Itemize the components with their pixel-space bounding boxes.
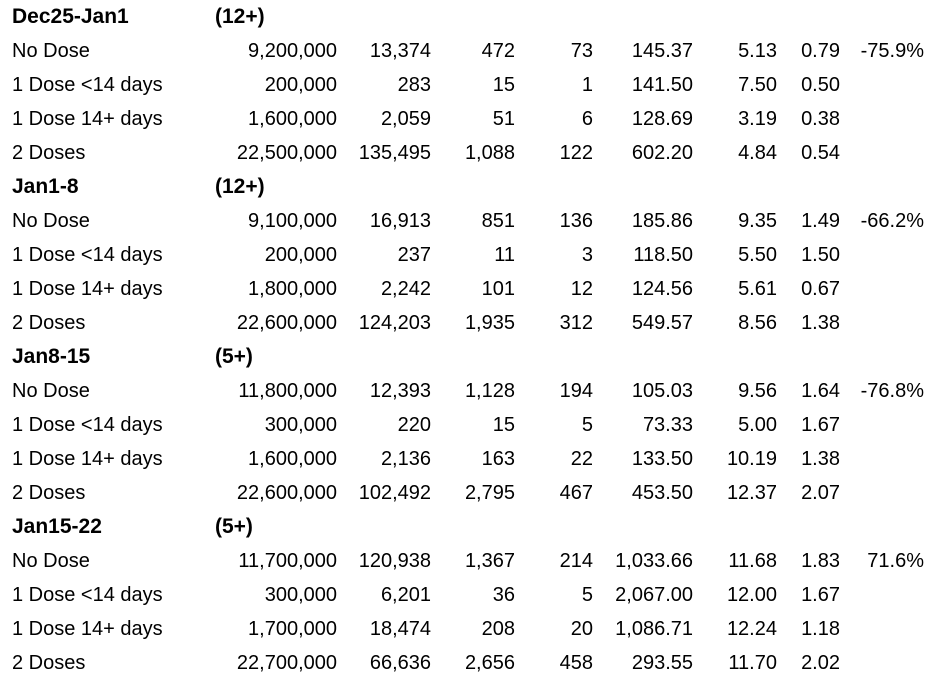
icu-cell: 20	[570, 618, 593, 640]
dose-status-label: 1 Dose 14+ days	[12, 618, 163, 640]
icu-cell: 467	[559, 482, 593, 504]
table-row	[0, 136, 951, 170]
hospitalized-cell: 36	[492, 584, 515, 606]
hospitalized-cell: 208	[481, 618, 515, 640]
cases-cell: 2,059	[380, 108, 431, 130]
cases-cell: 16,913	[369, 210, 431, 232]
cases-cell: 13,374	[369, 40, 431, 62]
effectiveness-cell: 71.6%	[867, 550, 924, 572]
hosp-rate-cell: 5.00	[738, 414, 777, 436]
case-rate-cell: 124.56	[631, 278, 693, 300]
icu-rate-cell: 1.50	[801, 244, 840, 266]
hosp-rate-cell: 11.68	[728, 550, 777, 572]
hospitalized-cell: 2,656	[464, 652, 515, 674]
dose-status-label: No Dose	[12, 380, 90, 402]
dose-status-label: 2 Doses	[12, 652, 86, 674]
table-row	[0, 578, 951, 612]
icu-cell: 5	[581, 584, 593, 606]
section-header	[0, 340, 951, 374]
dose-status-label: 2 Doses	[12, 482, 86, 504]
population-cell: 200,000	[264, 244, 337, 266]
hosp-rate-cell: 12.24	[726, 618, 777, 640]
hospitalized-cell: 101	[481, 278, 515, 300]
case-rate-cell: 293.55	[631, 652, 693, 674]
icu-cell: 3	[581, 244, 593, 266]
age-group-label: (5+)	[215, 345, 253, 368]
age-group-label: (12+)	[215, 5, 265, 28]
dose-status-label: 1 Dose <14 days	[12, 244, 163, 266]
icu-rate-cell: 0.54	[801, 142, 840, 164]
age-group-label: (12+)	[215, 175, 265, 198]
dose-status-label: 1 Dose <14 days	[12, 414, 163, 436]
dose-status-label: 1 Dose 14+ days	[12, 108, 163, 130]
cases-cell: 6,201	[380, 584, 431, 606]
cases-cell: 2,136	[380, 448, 431, 470]
hosp-rate-cell: 5.61	[738, 278, 777, 300]
population-cell: 11,800,000	[238, 380, 337, 402]
icu-cell: 1	[581, 74, 593, 96]
hospitalized-cell: 1,128	[464, 380, 515, 402]
table-row	[0, 646, 951, 680]
period-label: Dec25-Jan1	[12, 5, 129, 28]
population-cell: 11,700,000	[238, 550, 337, 572]
case-rate-cell: 602.20	[631, 142, 693, 164]
case-rate-cell: 1,033.66	[615, 550, 693, 572]
hospitalized-cell: 15	[492, 74, 515, 96]
table-row	[0, 374, 951, 408]
icu-cell: 5	[581, 414, 593, 436]
table-row	[0, 408, 951, 442]
hosp-rate-cell: 12.00	[726, 584, 777, 606]
case-rate-cell: 118.50	[633, 244, 693, 266]
hosp-rate-cell: 12.37	[726, 482, 777, 504]
population-cell: 22,600,000	[236, 312, 337, 334]
population-cell: 22,600,000	[236, 482, 337, 504]
icu-rate-cell: 1.64	[801, 380, 840, 402]
cases-cell: 120,938	[358, 550, 431, 572]
population-cell: 1,600,000	[248, 108, 337, 130]
dose-status-label: 1 Dose <14 days	[12, 74, 163, 96]
hosp-rate-cell: 9.35	[738, 210, 777, 232]
cases-cell: 12,393	[369, 380, 431, 402]
icu-rate-cell: 1.18	[801, 618, 840, 640]
population-cell: 300,000	[264, 414, 337, 436]
case-rate-cell: 2,067.00	[615, 584, 693, 606]
icu-rate-cell: 0.38	[801, 108, 840, 130]
icu-rate-cell: 2.02	[801, 652, 840, 674]
effectiveness-cell: -76.8%	[860, 380, 924, 402]
age-group-label: (5+)	[215, 515, 253, 538]
hosp-rate-cell: 5.13	[738, 40, 777, 62]
table-row	[0, 272, 951, 306]
dose-status-label: No Dose	[12, 40, 90, 62]
table-row	[0, 34, 951, 68]
icu-rate-cell: 1.38	[801, 312, 840, 334]
table-row	[0, 442, 951, 476]
table-row	[0, 612, 951, 646]
icu-cell: 194	[559, 380, 593, 402]
dose-status-label: No Dose	[12, 550, 90, 572]
icu-cell: 12	[570, 278, 593, 300]
dose-status-label: 1 Dose 14+ days	[12, 278, 163, 300]
cases-cell: 135,495	[358, 142, 431, 164]
hosp-rate-cell: 4.84	[738, 142, 777, 164]
hospitalized-cell: 1,088	[464, 142, 515, 164]
section-header	[0, 0, 951, 34]
hospitalized-cell: 1,935	[464, 312, 515, 334]
table-row	[0, 102, 951, 136]
hosp-rate-cell: 10.19	[726, 448, 777, 470]
cases-cell: 102,492	[358, 482, 431, 504]
population-cell: 9,100,000	[248, 210, 337, 232]
cases-cell: 18,474	[369, 618, 431, 640]
population-cell: 22,500,000	[236, 142, 337, 164]
table-row	[0, 204, 951, 238]
icu-rate-cell: 1.38	[801, 448, 840, 470]
icu-rate-cell: 1.67	[801, 584, 840, 606]
period-label: Jan8-15	[12, 345, 91, 368]
cases-cell: 66,636	[369, 652, 431, 674]
dose-status-label: 1 Dose 14+ days	[12, 448, 163, 470]
section-header	[0, 510, 951, 544]
population-cell: 1,800,000	[248, 278, 337, 300]
period-label: Jan15-22	[12, 515, 102, 538]
population-cell: 300,000	[264, 584, 337, 606]
cases-cell: 2,242	[380, 278, 431, 300]
hosp-rate-cell: 11.70	[728, 652, 777, 674]
hospitalized-cell: 851	[481, 210, 515, 232]
icu-cell: 136	[559, 210, 593, 232]
dose-status-label: No Dose	[12, 210, 90, 232]
icu-cell: 22	[570, 448, 593, 470]
table-row	[0, 476, 951, 510]
dose-status-label: 2 Doses	[12, 312, 86, 334]
population-cell: 1,700,000	[248, 618, 337, 640]
hospitalized-cell: 11	[494, 244, 515, 266]
icu-rate-cell: 1.67	[801, 414, 840, 436]
icu-rate-cell: 0.50	[801, 74, 840, 96]
hospitalized-cell: 2,795	[464, 482, 515, 504]
hospitalized-cell: 15	[492, 414, 515, 436]
case-rate-cell: 185.86	[631, 210, 693, 232]
table-row	[0, 306, 951, 340]
population-cell: 200,000	[264, 74, 337, 96]
icu-rate-cell: 1.49	[801, 210, 840, 232]
icu-rate-cell: 2.07	[801, 482, 840, 504]
table-row	[0, 68, 951, 102]
icu-cell: 122	[559, 142, 593, 164]
dose-status-label: 1 Dose <14 days	[12, 584, 163, 606]
icu-rate-cell: 0.67	[801, 278, 840, 300]
icu-cell: 214	[559, 550, 593, 572]
period-label: Jan1-8	[12, 175, 79, 198]
hospitalized-cell: 51	[492, 108, 515, 130]
icu-cell: 73	[570, 40, 593, 62]
hospitalized-cell: 163	[481, 448, 515, 470]
hospitalized-cell: 1,367	[464, 550, 515, 572]
case-rate-cell: 453.50	[631, 482, 693, 504]
hosp-rate-cell: 8.56	[738, 312, 777, 334]
effectiveness-cell: -66.2%	[860, 210, 924, 232]
population-cell: 9,200,000	[248, 40, 337, 62]
case-rate-cell: 549.57	[631, 312, 693, 334]
hosp-rate-cell: 5.50	[738, 244, 777, 266]
cases-cell: 220	[397, 414, 431, 436]
population-cell: 22,700,000	[236, 652, 337, 674]
hospitalized-cell: 472	[481, 40, 515, 62]
table-row	[0, 544, 951, 578]
case-rate-cell: 145.37	[631, 40, 693, 62]
icu-cell: 458	[559, 652, 593, 674]
case-rate-cell: 1,086.71	[615, 618, 693, 640]
hosp-rate-cell: 7.50	[738, 74, 777, 96]
population-cell: 1,600,000	[248, 448, 337, 470]
effectiveness-cell: -75.9%	[860, 40, 924, 62]
cases-cell: 283	[397, 74, 431, 96]
case-rate-cell: 128.69	[631, 108, 693, 130]
icu-rate-cell: 1.83	[801, 550, 840, 572]
icu-cell: 312	[559, 312, 593, 334]
cases-cell: 237	[397, 244, 431, 266]
hosp-rate-cell: 9.56	[738, 380, 777, 402]
dose-status-label: 2 Doses	[12, 142, 86, 164]
section-header	[0, 170, 951, 204]
case-rate-cell: 105.03	[631, 380, 693, 402]
table-row	[0, 238, 951, 272]
case-rate-cell: 141.50	[631, 74, 693, 96]
hosp-rate-cell: 3.19	[738, 108, 777, 130]
case-rate-cell: 133.50	[631, 448, 693, 470]
cases-cell: 124,203	[358, 312, 431, 334]
icu-rate-cell: 0.79	[801, 40, 840, 62]
icu-cell: 6	[581, 108, 593, 130]
case-rate-cell: 73.33	[642, 414, 693, 436]
